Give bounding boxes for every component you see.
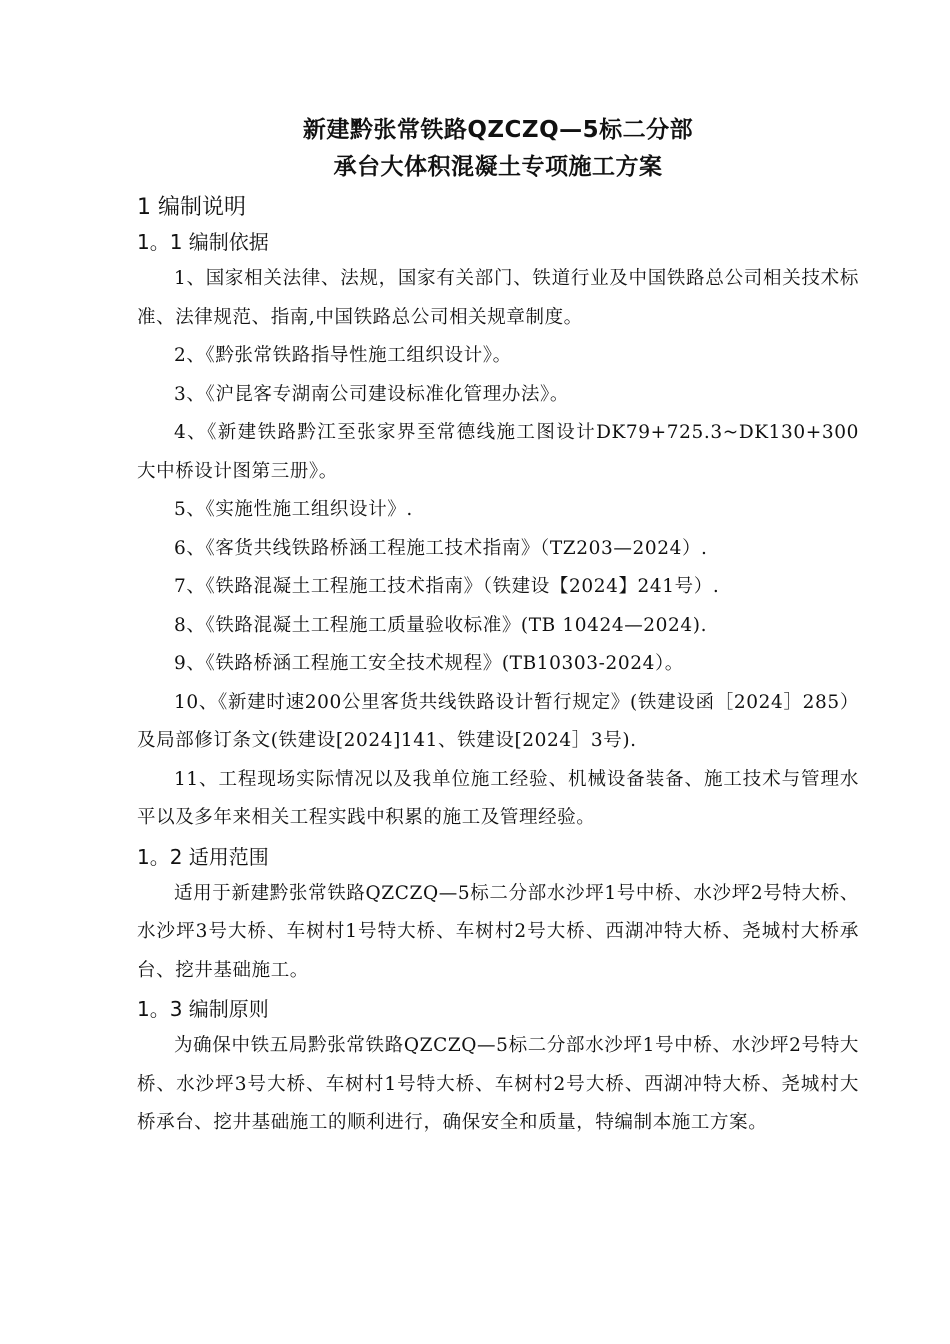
subsection-heading-1-3: 1。3 编制原则: [137, 997, 269, 1021]
document-title: [137, 112, 859, 186]
basis-item-1: 1、国家相关法律、法规，国家有关部门、铁道行业及中国铁路总公司相关技术标准、法律规范、指南,中国铁路总公司相关规章制度。: [137, 268, 859, 328]
basis-item-10: 10、《新建时速200公里客货共线铁路设计暂行规定》(铁建设函［2024］285）及局部修订条文(铁建设[2024]141、铁建设[2024］3号).: [137, 691, 859, 751]
title-line-2: 承台大体积混凝土专项施工方案: [333, 154, 663, 180]
basis-item-6: 6、《客货共线铁路桥涵工程施工技术指南》（TZ203—2024）.: [174, 537, 708, 559]
basis-item-9: 9、《铁路桥涵工程施工安全技术规程》(TB10303-2024）。: [174, 653, 684, 674]
principles-paragraph: 为确保中铁五局黔张常铁路QZCZQ—5标二分部水沙坪1号中桥、水沙坪2号特大桥、水沙坪3号大桥、车树村1号特大桥、车树村2号大桥、西湖冲特大桥、尧城村大桥承台、挖井基础施工的顺利进行，确保安全和质量，特编制本施工方案。: [137, 1035, 859, 1133]
basis-item-4: 4、《新建铁路黔江至张家界至常德线施工图设计DK79+725.3~DK130+300大中桥设计图第三册》。: [137, 422, 859, 482]
basis-item-11: 11、工程现场实际情况以及我单位施工经验、机械设备装备、施工技术与管理水平以及多年来相关工程实践中积累的施工及管理经验。: [137, 768, 859, 828]
subsection-heading-1-2: 1。2 适用范围: [137, 844, 269, 869]
basis-item-8: 8、《铁路混凝土工程施工质量验收标准》(TB 10424—2024).: [174, 614, 708, 636]
basis-item-3: 3、《沪昆客专湖南公司建设标准化管理办法》。: [174, 383, 569, 405]
title-line-1: 新建黔张常铁路QZCZQ—5标二分部: [302, 117, 694, 143]
scope-paragraph: 适用于新建黔张常铁路QZCZQ—5标二分部水沙坪1号中桥、水沙坪2号特大桥、水沙坪3号大桥、车树村1号特大桥、车树村2号大桥、西湖冲特大桥、尧城村大桥承台、挖井基础施工。: [137, 882, 859, 981]
basis-item-2: 2、《黔张常铁路指导性施工组织设计》。: [174, 345, 512, 366]
subsection-heading-1-1: 1。1 编制依据: [137, 230, 269, 254]
basis-item-7: 7、《铁路混凝土工程施工技术指南》（铁建设【2024】241号）.: [174, 576, 720, 597]
document-page: [137, 112, 859, 1143]
basis-item-5: 5、《实施性施工组织设计》.: [174, 499, 413, 520]
section-heading-1: 1 编制说明: [137, 195, 246, 220]
